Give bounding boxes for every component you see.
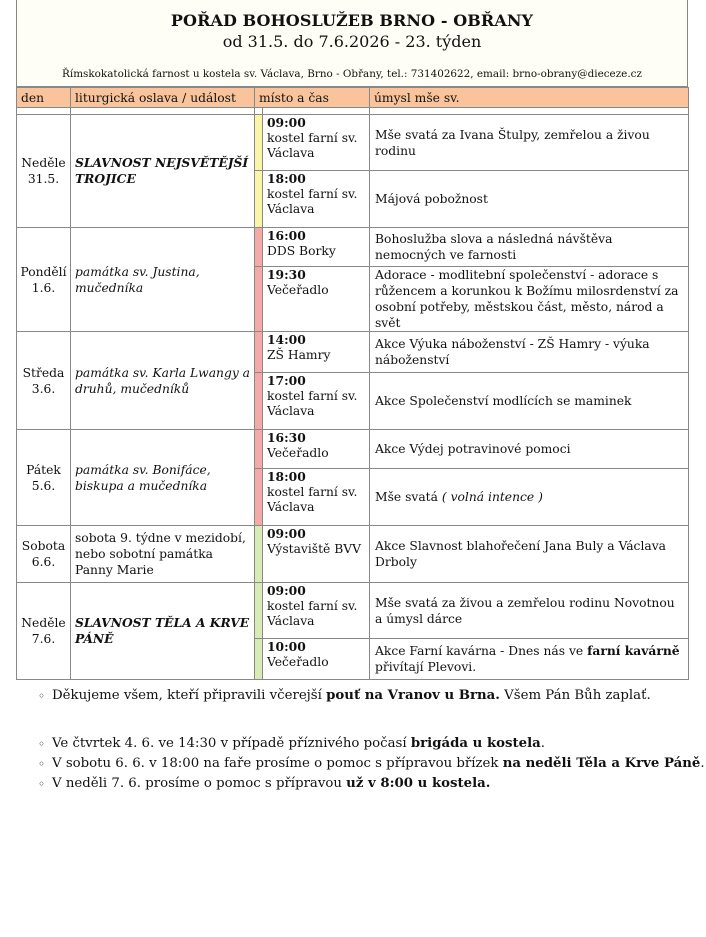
place-time-cell — [263, 171, 370, 228]
event-place: Večeřadlo — [267, 654, 329, 669]
table-row — [17, 526, 689, 583]
liturgical-feast: památka sv. Justina, mučedníka — [71, 228, 255, 332]
place-time-cell — [263, 469, 370, 526]
event-place: Večeřadlo — [267, 282, 329, 297]
event-time: 09:00 — [267, 526, 306, 541]
table-row — [17, 115, 689, 171]
table-row — [17, 430, 689, 469]
day-name: Pondělí — [20, 264, 67, 279]
place-time-cell — [263, 115, 370, 171]
day-cell — [17, 332, 71, 430]
page-title: POŘAD BOHOSLUŽEB BRNO - OBŘANY — [170, 11, 534, 30]
announcement-item: ◦ V sobotu 6. 6. v 18:00 na faře prosíme o pomoc s přípravou břízek na neděli Těla a Krve Páně. — [40, 754, 690, 774]
liturgical-color-stripe — [255, 639, 263, 680]
event-time: 18:00 — [267, 171, 306, 186]
event-time: 09:00 — [267, 115, 306, 130]
announcement-item: ◦ V neděli 7. 6. prosíme o pomoc s přípravou už v 8:00 u kostela. — [40, 774, 690, 794]
mass-intention: Májová pobožnost — [370, 171, 689, 228]
mass-intention: Akce Výuka náboženství - ZŠ Hamry - výuka náboženství — [370, 332, 689, 373]
day-date: 6.6. — [31, 555, 56, 569]
place-time-cell — [263, 430, 370, 469]
mass-intention: Mše svatá ( volná intence ) — [370, 469, 689, 526]
announcements — [40, 686, 705, 794]
column-header-intent: úmysl mše sv. — [370, 88, 689, 108]
liturgical-color-stripe — [255, 430, 263, 469]
liturgical-color-stripe — [255, 267, 263, 332]
parish-contact: Římskokatolická farnost u kostela sv. Václava, Brno - Obřany, tel.: 731402622, email: brno-obrany@dieceze.cz — [62, 68, 642, 80]
day-name: Sobota — [21, 539, 66, 553]
event-place: ZŠ Hamry — [267, 347, 331, 362]
place-time-cell — [263, 228, 370, 267]
event-time: 09:00 — [267, 583, 306, 598]
liturgical-color-stripe — [255, 332, 263, 373]
liturgical-color-stripe — [255, 115, 263, 171]
mass-intention: Mše svatá za živou a zemřelou rodinu Novotnou a úmysl dárce — [370, 583, 689, 639]
announcement-item: ◦ Ve čtvrtek 4. 6. ve 14:30 v případě příznivého počasí brigáda u kostela. — [40, 734, 690, 754]
day-name: Pátek — [26, 462, 61, 477]
day-cell — [17, 583, 71, 680]
mass-intention: Bohoslužba slova a následná návštěva nemocných ve farnosti — [370, 228, 689, 267]
liturgical-feast: památka sv. Karla Lwangy a druhů, mučedníků — [71, 332, 255, 430]
column-header-day: den — [17, 88, 71, 108]
table-row — [17, 583, 689, 639]
announcement-item: ◦ Děkujeme všem, kteří připravili včerejší pouť na Vranov u Brna. Všem Pán Bůh zaplať. — [40, 686, 690, 706]
event-time: 10:00 — [267, 639, 306, 654]
day-cell — [17, 115, 71, 228]
day-name: Neděle — [21, 156, 66, 170]
day-cell — [17, 228, 71, 332]
date-range: od 31.5. do 7.6.2026 - 23. týden — [222, 32, 482, 51]
table-header-row — [17, 88, 689, 108]
day-cell — [17, 430, 71, 526]
schedule-table — [16, 87, 689, 680]
liturgical-color-stripe — [255, 228, 263, 267]
event-time: 14:00 — [267, 332, 306, 347]
liturgical-color-stripe — [255, 469, 263, 526]
event-place: DDS Borky — [267, 243, 336, 258]
liturgical-feast: SLAVNOST TĚLA A KRVE PÁNĚ — [71, 583, 255, 680]
liturgical-feast: SLAVNOST NEJSVĚTĚJŠÍ TROJICE — [71, 115, 255, 228]
mass-intention: Akce Farní kavárna - Dnes nás ve farní kavárně přivítají Plevovi. — [370, 639, 689, 680]
day-date: 1.6. — [31, 280, 56, 295]
day-date: 3.6. — [31, 381, 56, 396]
event-place: kostel farní sv. Václava — [267, 186, 358, 216]
event-place: kostel farní sv. Václava — [267, 388, 358, 418]
event-place: kostel farní sv. Václava — [267, 484, 358, 514]
place-time-cell — [263, 583, 370, 639]
day-name: Neděle — [21, 616, 66, 630]
column-header-feast: liturgická oslava / událost — [71, 88, 255, 108]
event-time: 16:30 — [267, 430, 306, 445]
schedule-header — [16, 0, 688, 87]
table-row — [17, 228, 689, 267]
day-date: 5.6. — [31, 478, 56, 493]
place-time-cell — [263, 332, 370, 373]
event-place: kostel farní sv. Václava — [267, 130, 358, 160]
event-place: Výstaviště BVV — [267, 541, 362, 556]
day-cell — [17, 526, 71, 583]
mass-intention: Akce Výdej potravinové pomoci — [370, 430, 689, 469]
day-name: Středa — [22, 365, 65, 380]
table-row — [17, 332, 689, 373]
event-time: 17:00 — [267, 373, 306, 388]
liturgical-color-stripe — [255, 171, 263, 228]
liturgical-feast: památka sv. Bonifáce, biskupa a mučedníka — [71, 430, 255, 526]
event-place: Večeřadlo — [267, 445, 329, 460]
event-place: kostel farní sv. Václava — [267, 598, 358, 628]
mass-intention: Akce Slavnost blahořečení Jana Buly a Václava Drboly — [370, 526, 689, 583]
liturgical-color-stripe — [255, 583, 263, 639]
mass-intention: Akce Společenství modlících se maminek — [370, 373, 689, 430]
mass-intention: Adorace - modlitební společenství - adorace s růžencem a korunkou k Božímu milosrdenství za osobní potřeby, městskou část, město, národ a svět — [370, 267, 689, 332]
liturgical-feast: sobota 9. týdne v mezidobí, nebo sobotní památka Panny Marie — [71, 526, 255, 583]
liturgical-color-stripe — [255, 373, 263, 430]
event-time: 19:30 — [267, 267, 306, 282]
event-time: 16:00 — [267, 228, 306, 243]
day-date: 31.5. — [27, 172, 60, 186]
column-header-place-time: místo a čas — [255, 88, 370, 108]
place-time-cell — [263, 267, 370, 332]
place-time-cell — [263, 373, 370, 430]
day-date: 7.6. — [31, 632, 56, 646]
place-time-cell — [263, 639, 370, 680]
event-time: 18:00 — [267, 469, 306, 484]
place-time-cell — [263, 526, 370, 583]
mass-intention: Mše svatá za Ivana Štulpy, zemřelou a živou rodinu — [370, 115, 689, 171]
liturgical-color-stripe — [255, 526, 263, 583]
